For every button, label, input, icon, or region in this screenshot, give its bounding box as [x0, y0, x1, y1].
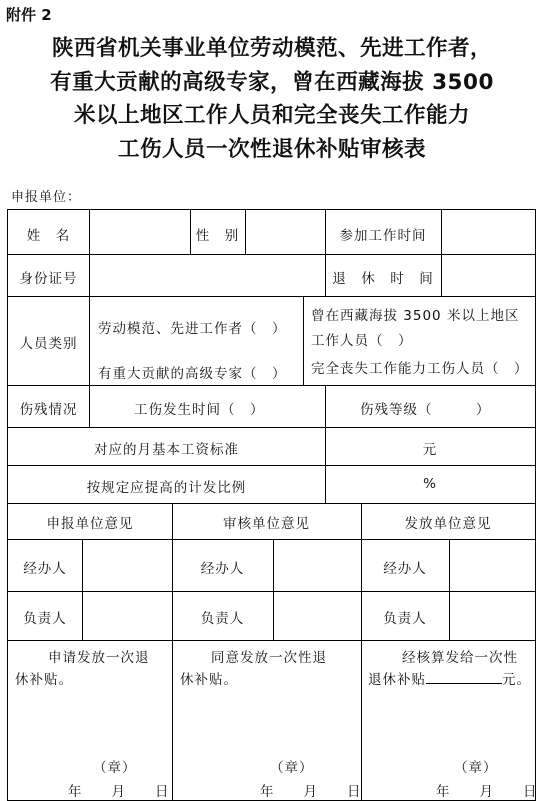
category-label: 人员类别	[19, 336, 78, 352]
opt-tibet-line1: 曾在西藏海拔 3500 米以上地区	[311, 308, 520, 324]
rule	[441, 210, 442, 296]
opt-expert: 有重大贡献的高级专家（ ）	[98, 366, 287, 382]
issue-statement-prefix: 退休补贴	[368, 672, 426, 688]
attachment-label: 附件 2	[6, 6, 52, 24]
apply-statement-line2: 休补贴。	[15, 672, 73, 688]
rule	[8, 296, 535, 297]
review-seal: （章）	[270, 760, 314, 776]
review-table	[7, 209, 536, 801]
rule	[89, 296, 90, 427]
salary-unit: 元	[422, 442, 438, 458]
opt-injury: 完全丧失工作能力工伤人员（ ）	[311, 361, 529, 377]
opt-model-worker: 劳动模范、先进工作者（ ）	[98, 321, 287, 337]
rule	[8, 640, 535, 641]
review-statement-line1: 同意发放一次性退	[211, 650, 327, 666]
title-line-4: 工伤人员一次性退休补贴审核表	[117, 136, 426, 162]
rule	[361, 503, 362, 801]
rule	[8, 591, 535, 592]
review-responsible-label: 负责人	[200, 611, 245, 627]
injury-level: 伤残等级（ ）	[360, 402, 491, 418]
retire-time-label: 退 休 时 间	[332, 271, 434, 287]
rule	[273, 539, 274, 640]
rule	[8, 539, 535, 540]
review-date: 年 月 日	[260, 784, 362, 800]
apply-seal: （章）	[93, 760, 137, 776]
injury-label: 伤残情况	[19, 402, 78, 418]
rule	[8, 385, 535, 386]
applicant-unit-label: 申报单位：	[11, 190, 82, 205]
rule	[8, 427, 535, 428]
issue-statement-line2	[368, 668, 531, 688]
issue-handler-label: 经办人	[383, 561, 427, 577]
name-label: 姓 名	[26, 228, 71, 244]
amount-blank[interactable]	[426, 671, 502, 684]
opt-tibet-line2: 工作人员（ ）	[311, 333, 413, 349]
rule	[8, 465, 535, 466]
review-opinion-header: 审核单位意见	[223, 516, 310, 532]
issue-seal: （章）	[454, 760, 498, 776]
salary-label: 对应的月基本工资标准	[94, 442, 239, 458]
issue-responsible-label: 负责人	[383, 611, 427, 627]
rule	[8, 503, 535, 504]
id-number-label: 身份证号	[19, 271, 78, 287]
issue-statement-suffix: 元。	[502, 672, 531, 688]
rule	[8, 254, 535, 255]
work-start-label: 参加工作时间	[339, 228, 427, 244]
issue-statement-line1: 经核算发给一次性	[402, 650, 518, 666]
rule	[449, 539, 450, 640]
review-statement-line2: 休补贴。	[180, 672, 238, 688]
apply-statement-line1: 申请发放一次退	[48, 650, 150, 666]
ratio-unit: %	[423, 476, 437, 492]
rule	[245, 210, 246, 254]
gender-label: 性 别	[195, 228, 240, 244]
rule	[82, 539, 83, 640]
title-line-3: 米以上地区工作人员和完全丧失工作能力	[73, 103, 470, 128]
title-line-2: 有重大贡献的高级专家，曾在西藏海拔 3500	[50, 69, 494, 95]
injury-time: 工伤发生时间（ ）	[134, 402, 265, 418]
ratio-label: 按规定应提高的计发比例	[86, 480, 247, 496]
rule	[303, 296, 304, 385]
rule	[172, 503, 173, 801]
review-handler-label: 经办人	[200, 561, 245, 577]
rule	[89, 254, 90, 296]
issue-date: 年 月 日	[436, 784, 538, 800]
rule	[89, 210, 90, 254]
apply-opinion-header: 申报单位意见	[46, 516, 134, 532]
apply-date: 年 月 日	[68, 784, 170, 800]
title-line-1: 陕西省机关事业单位劳动模范、先进工作者，	[51, 36, 492, 61]
issue-opinion-header: 发放单位意见	[404, 516, 492, 532]
apply-responsible-label: 负责人	[23, 611, 67, 627]
form-title	[0, 32, 544, 166]
apply-handler-label: 经办人	[23, 561, 67, 577]
